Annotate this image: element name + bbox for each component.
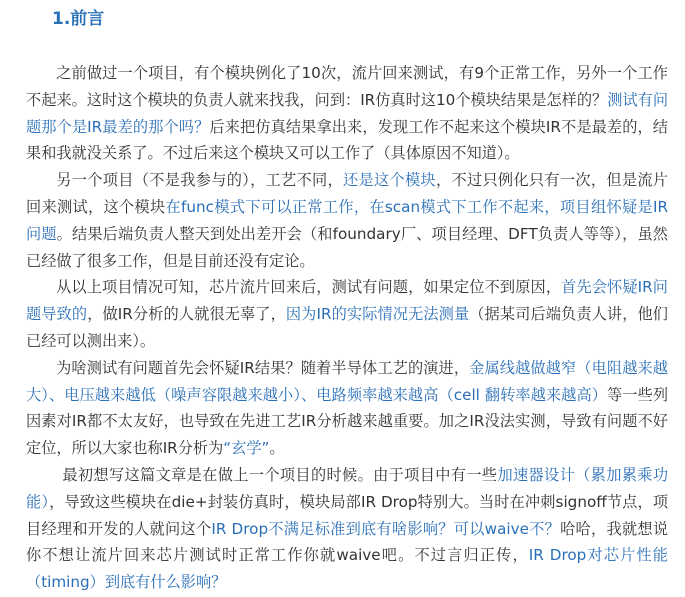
text-segment: 哈哈，我就想说你不想让流片回来芯片测试时正常工作你就waive吧。不过言归正传， — [26, 519, 669, 565]
highlight-segment: 测试有问题那个是IR最差的那个吗？ — [26, 90, 669, 136]
highlight-segment: IR Drop不满足标准到底有啥影响？可以waive不？ — [211, 519, 561, 538]
paragraph-5 — [26, 462, 668, 596]
text-segment: 从以上项目情况可知，芯片流片回来后，测试有问题，如果定位不到原因， — [56, 278, 562, 297]
text-segment: 。结果后端负责人整天到处出差开会（和foundary厂、项目经理、DFT负责人等等），虽然已经做了很多工作，但是目前还没有定论。 — [26, 224, 668, 270]
text-segment: 另一个项目（不是我参与的），工艺不同， — [56, 171, 344, 190]
text-segment: 后来把仿真结果拿出来，发现工作不起来这个模块IR不是最差的，结果和我就没关系了。不过后来这个模块又可以工作了（具体原因不知道）。 — [26, 117, 668, 163]
paragraph-3 — [26, 274, 668, 354]
highlight-segment: “玄学” — [223, 439, 270, 458]
text-segment: 为啥测试有问题首先会怀疑IR结果？随着半导体工艺的演进， — [56, 358, 470, 377]
text-segment: ，做IR分析的人就很无辜了， — [87, 305, 286, 324]
highlight-segment: 因为IR的实际情况无法测量 — [285, 305, 470, 324]
highlight-segment: 还是这个模块 — [343, 171, 436, 190]
text-segment: 。 — [269, 439, 285, 458]
highlight-segment: 在func模式下可以正常工作，在scan模式下工作不起来，项目组怀疑是IR问题 — [26, 197, 668, 243]
paragraph-1 — [26, 60, 668, 167]
text-segment: 等一些列因素对IR都不太友好，也导致在先进工艺IR分析越来越重要。加之IR没法实测，导致有问题不好定位，所以大家也称IR分析为 — [26, 385, 669, 458]
text-segment: （据某司后端负责人讲，他们已经可以测出来）。 — [26, 305, 668, 350]
highlight-segment: IR Drop对芯片性能（timing）到底有什么影响？ — [26, 546, 668, 592]
highlight-segment: 加速器设计（累加累乘功能） — [26, 465, 669, 511]
text-segment: 最初想写这篇文章是在做上一个项目的时候。由于项目中有一些 — [62, 465, 498, 484]
highlight-segment: 金属线越做越窄（电阻越来越大）、电压越来越低（噪声容限越来越小）、电路频率越来越高（cell 翻转率越来越高） — [26, 358, 668, 404]
text-segment: ，不过只例化只有一次，但是流片回来测试，这个模块 — [26, 171, 669, 216]
article-body — [26, 60, 668, 596]
text-segment: ，导致这些模块在die+封装仿真时，模块局部IR Drop特别大。当时在冲刺signoff节点，项目经理和开发的人就问这个 — [26, 492, 669, 538]
highlight-segment: 首先会怀疑IR问题导致的 — [26, 278, 668, 324]
section-heading: 1.前言 — [52, 9, 105, 29]
text-segment: 之前做过一个项目，有个模块例化了10次，流片回来测试，有9个正常工作，另外一个工作不起来。这时这个模块的负责人就来找我，问到：IR仿真时这10个模块结果是怎样的？ — [26, 64, 668, 109]
paragraph-2 — [26, 167, 668, 274]
paragraph-4 — [26, 355, 668, 462]
